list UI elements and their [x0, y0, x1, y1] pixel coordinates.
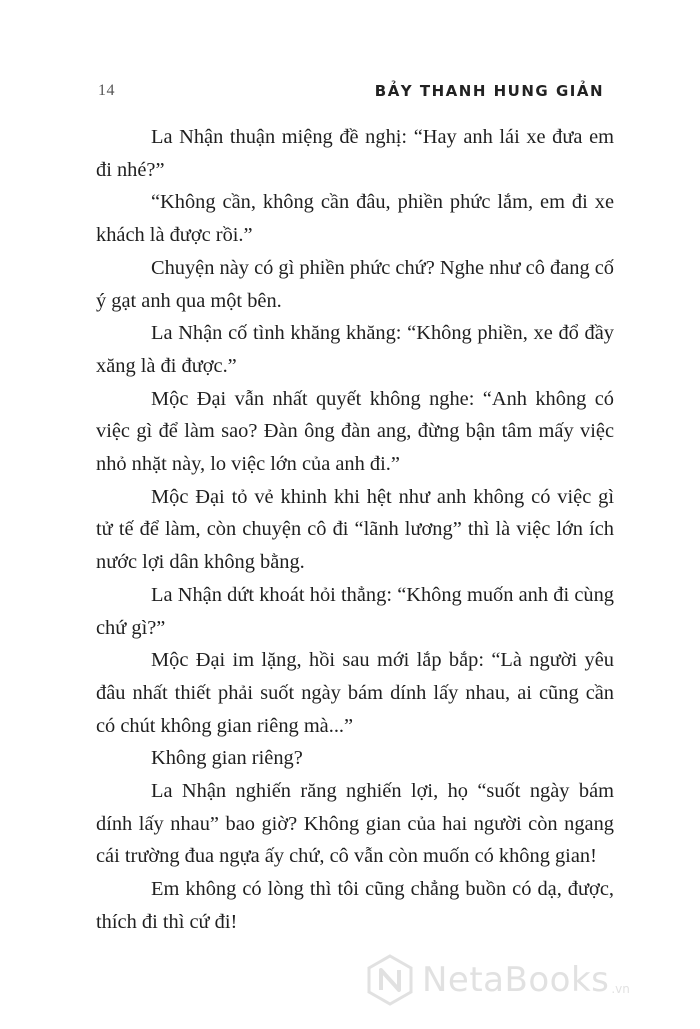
- paragraph: Mộc Đại im lặng, hồi sau mới lắp bắp: “Là người yêu đâu nhất thiết phải suốt ngày bám dính lấy nhau, ai cũng cần có chút không gian riêng mà...”: [96, 649, 614, 737]
- netabooks-watermark: [366, 950, 686, 1010]
- netabooks-logo-icon: [366, 954, 414, 1006]
- paragraph: La Nhận cố tình khăng khăng: “Không phiền, xe đổ đầy xăng là đi được.”: [96, 322, 614, 377]
- paragraph: La Nhận thuận miệng đề nghị: “Hay anh lái xe đưa em đi nhé?”: [96, 126, 614, 181]
- paragraph: Em không có lòng thì tôi cũng chẳng buồn có dạ, được, thích đi thì cứ đi!: [96, 878, 614, 933]
- paragraph: Không gian riêng?: [151, 747, 303, 770]
- watermark-suffix: .vn: [611, 982, 630, 996]
- body-text: [96, 121, 614, 939]
- paragraph: La Nhận nghiến răng nghiến lợi, họ “suốt ngày bám dính lấy nhau” bao giờ? Không gian của hai người còn ngang cái trường đua ngựa ấy chứ, cô vẫn còn muốn có không gian!: [96, 780, 614, 868]
- page-number: 14: [98, 82, 115, 99]
- paragraph: La Nhận dứt khoát hỏi thẳng: “Không muốn anh đi cùng chứ gì?”: [96, 583, 614, 639]
- paragraph: “Không cần, không cần đâu, phiền phức lắm, em đi xe khách là được rồi.”: [96, 191, 614, 247]
- paragraph: Mộc Đại tỏ vẻ khinh khi hệt như anh không có việc gì tử tế để làm, còn chuyện cô đi “lãnh lương” thì là việc lớn ích nước lợi dân không bằng.: [96, 485, 614, 574]
- running-head-title: BẢY THANH HUNG GIẢN: [374, 82, 604, 100]
- paragraph: Chuyện này có gì phiền phức chứ? Nghe như cô đang cố ý gạt anh qua một bên.: [96, 256, 614, 312]
- watermark-brand: NetaBooks: [422, 960, 610, 1000]
- paragraph: Mộc Đại vẫn nhất quyết không nghe: “Anh không có việc gì để làm sao? Đàn ông đàn ang, đừng bận tâm mấy việc nhỏ nhặt này, lo việc lớn của anh đi.”: [96, 387, 614, 476]
